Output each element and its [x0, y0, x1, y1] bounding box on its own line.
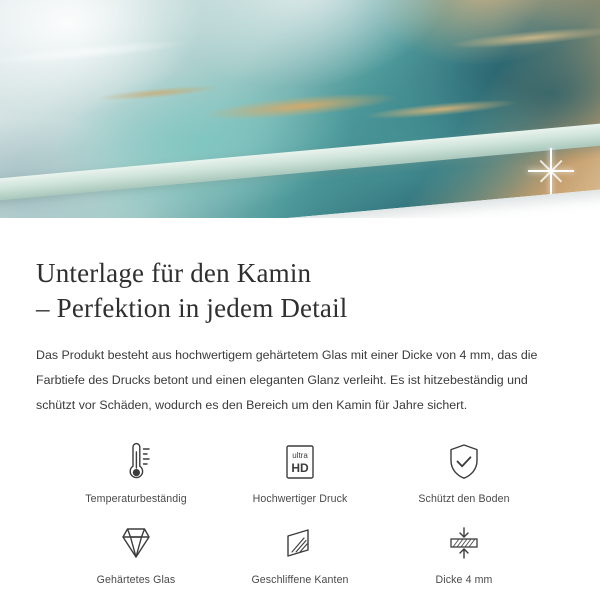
thermometer-icon	[115, 440, 157, 484]
feature-label: Schützt den Boden	[418, 492, 510, 505]
polished-edges-icon	[279, 521, 321, 565]
feature-label: Temperaturbeständig	[85, 492, 187, 505]
hero-image	[0, 0, 600, 218]
svg-text:ultra: ultra	[292, 450, 308, 460]
feature-grid	[36, 440, 564, 586]
page-title	[36, 256, 564, 325]
feature-item	[382, 440, 546, 505]
content-block	[0, 218, 600, 586]
feature-item	[218, 440, 382, 505]
headline-line-1: Unterlage für den Kamin	[36, 258, 312, 288]
feature-item	[54, 440, 218, 505]
feature-label: Hochwertiger Druck	[252, 492, 348, 505]
feature-item	[218, 521, 382, 586]
description-paragraph: Das Produkt besteht aus hochwertigem gehärtetem Glas mit einer Dicke von 4 mm, das die Farbtiefe des Drucks betont und einen eleganten Glanz verleiht. Es ist hitzebeständig und schützt vor Schäden, wodurch es den Bereich um den Kamin für Jahre sichert.	[36, 348, 538, 412]
diamond-icon	[114, 521, 158, 565]
svg-text:HD: HD	[291, 460, 309, 475]
headline-line-2: – Perfektion in jedem Detail	[36, 292, 348, 323]
feature-label: Geschliffene Kanten	[251, 573, 349, 586]
ultra-hd-icon	[278, 440, 322, 484]
feature-label: Gehärtetes Glas	[96, 573, 176, 586]
shield-check-icon	[443, 440, 485, 484]
thickness-arrows-icon	[443, 521, 485, 565]
feature-label: Dicke 4 mm	[435, 573, 493, 586]
feature-item	[54, 521, 218, 586]
feature-item	[382, 521, 546, 586]
